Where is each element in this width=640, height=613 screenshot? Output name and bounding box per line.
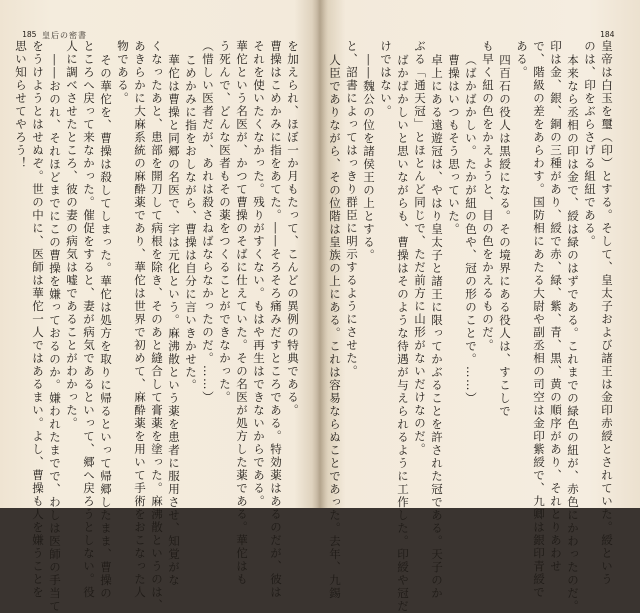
left-line: くなったあと、患部を開刀して病根を除き、そのあと縫合して膏薬を塗った。麻沸散というのは、	[150, 40, 164, 612]
right-line: けではない。	[379, 40, 393, 118]
running-header: 皇后の密書	[42, 31, 87, 40]
left-line: その華佗を、曹操は殺してしまった。華佗は処方を取りに帰るといって帰郷したまま、曹操の	[99, 54, 113, 600]
left-line: （惜しい医者だが、あれは殺さねばならなかったのだ。……）	[201, 40, 215, 404]
right-line: ぶる「通天冠」とほとんど同じで、ただ前方に山形がないだけなのだ。	[413, 40, 427, 456]
right-line: と、詔書によってはっきり群臣に明示するようにさせた。	[345, 40, 359, 378]
left-line: ――おのれ、それほどまでにこの曹操を嫌っておるのか。嫌われたまでで、わしは医師の手当て	[48, 54, 62, 613]
left-line: ところへ戻って来なかった。催促をすると、妻が病気であるといって、郷へ戻ろうとしない。役	[82, 40, 96, 599]
right-page-number: 184	[600, 30, 615, 39]
right-line: （ばかばかしい。たかが紐の色や、冠の形のことで。……）	[464, 54, 478, 405]
left-line: あきらかに大麻系統の麻酔薬であり、華佗は世界で初めて、麻酔薬を用いて手術をおこなった人	[133, 40, 147, 599]
left-page-number: 185	[22, 30, 37, 39]
left-line: それを使いたくなかった。残りがすくない。もはや再生はできないからである。	[252, 40, 266, 508]
left-line: こめかみに指をおしながら、曹操は自分に言いきかせた。	[184, 54, 198, 392]
left-line: 人に調べさせたところ、彼の妻の病気は嘘であることがわかった。	[65, 40, 79, 430]
left-line: 思い知らせてやろう！	[14, 40, 28, 170]
left-line: 曹操はこめかみに指をあてた。――そろそろ痛みだすところである。特効薬はあるのだが、彼は	[269, 40, 283, 599]
right-line: 人臣でありながら、その位階は皇族の上にある。これは容易ならぬことであった。去年、九錫	[328, 54, 342, 600]
right-line: ある。	[515, 40, 529, 79]
left-line: 華佗は曹操と同郷の名医で、字は元化という。麻沸散という薬を患者に服用させ、知覚がな	[167, 54, 181, 587]
left-line: 華佗という名医が、かつて曹操のそばに仕えていた。その名医が処方した薬である。華佗はも	[235, 40, 249, 586]
right-line: ――魏公の位を諸侯王の上とする。	[362, 54, 376, 262]
right-line: 本来なら丞相の印は金で、綬は緑のはずである。これまでの緑色の紐が、赤色にかわったのだ。	[566, 54, 580, 613]
right-line: も早く紐の色をかえようと、目の色をかえるものだ。	[481, 40, 495, 352]
left-line: を加えられ、ほぼ一か月もたって、こんどの異例の特典である。	[286, 40, 300, 417]
right-line: 印は金、銀、銅の三種があり、綬で赤、緑、紫、青、黒、黄の順序があり、それとりあわせ	[549, 40, 563, 573]
right-line: で、階級の差をあらわす。国防相にあたる大尉や副丞相の司空は金印紫綬で、九卿は銀印青綬で	[532, 40, 546, 599]
left-line: をうけようとはせぬぞ。世の中に、医師は華佗一人ではあるまい。よし、曹操も人を嫌うことを	[31, 40, 45, 599]
right-line: のは、印をぶらさげる組紐である。	[583, 40, 597, 248]
right-line: ばかばかしいと思いながらも、曹操はそのような待遇が与えられるように工作した。印綬や冠だ	[396, 54, 410, 613]
right-line: 曹操はいつもそう思っていた。	[447, 54, 461, 236]
right-line: 四百石の役人は黒綬になる。その境界にある役人は、すこしで	[498, 54, 512, 418]
left-line: 物である。	[116, 40, 130, 105]
right-line: 皇帝は白玉を璽（印）とする。そして、皇太子および諸王は金印赤綬とされていた。綬という	[600, 40, 614, 586]
right-line: 卓上にある遠遊冠は、やはり皇太子と諸王に限ってかぶることを許された冠である。天子のか	[430, 54, 444, 600]
left-line: う死んで、どんな医者もその薬をつくることができなかった。	[218, 40, 232, 404]
